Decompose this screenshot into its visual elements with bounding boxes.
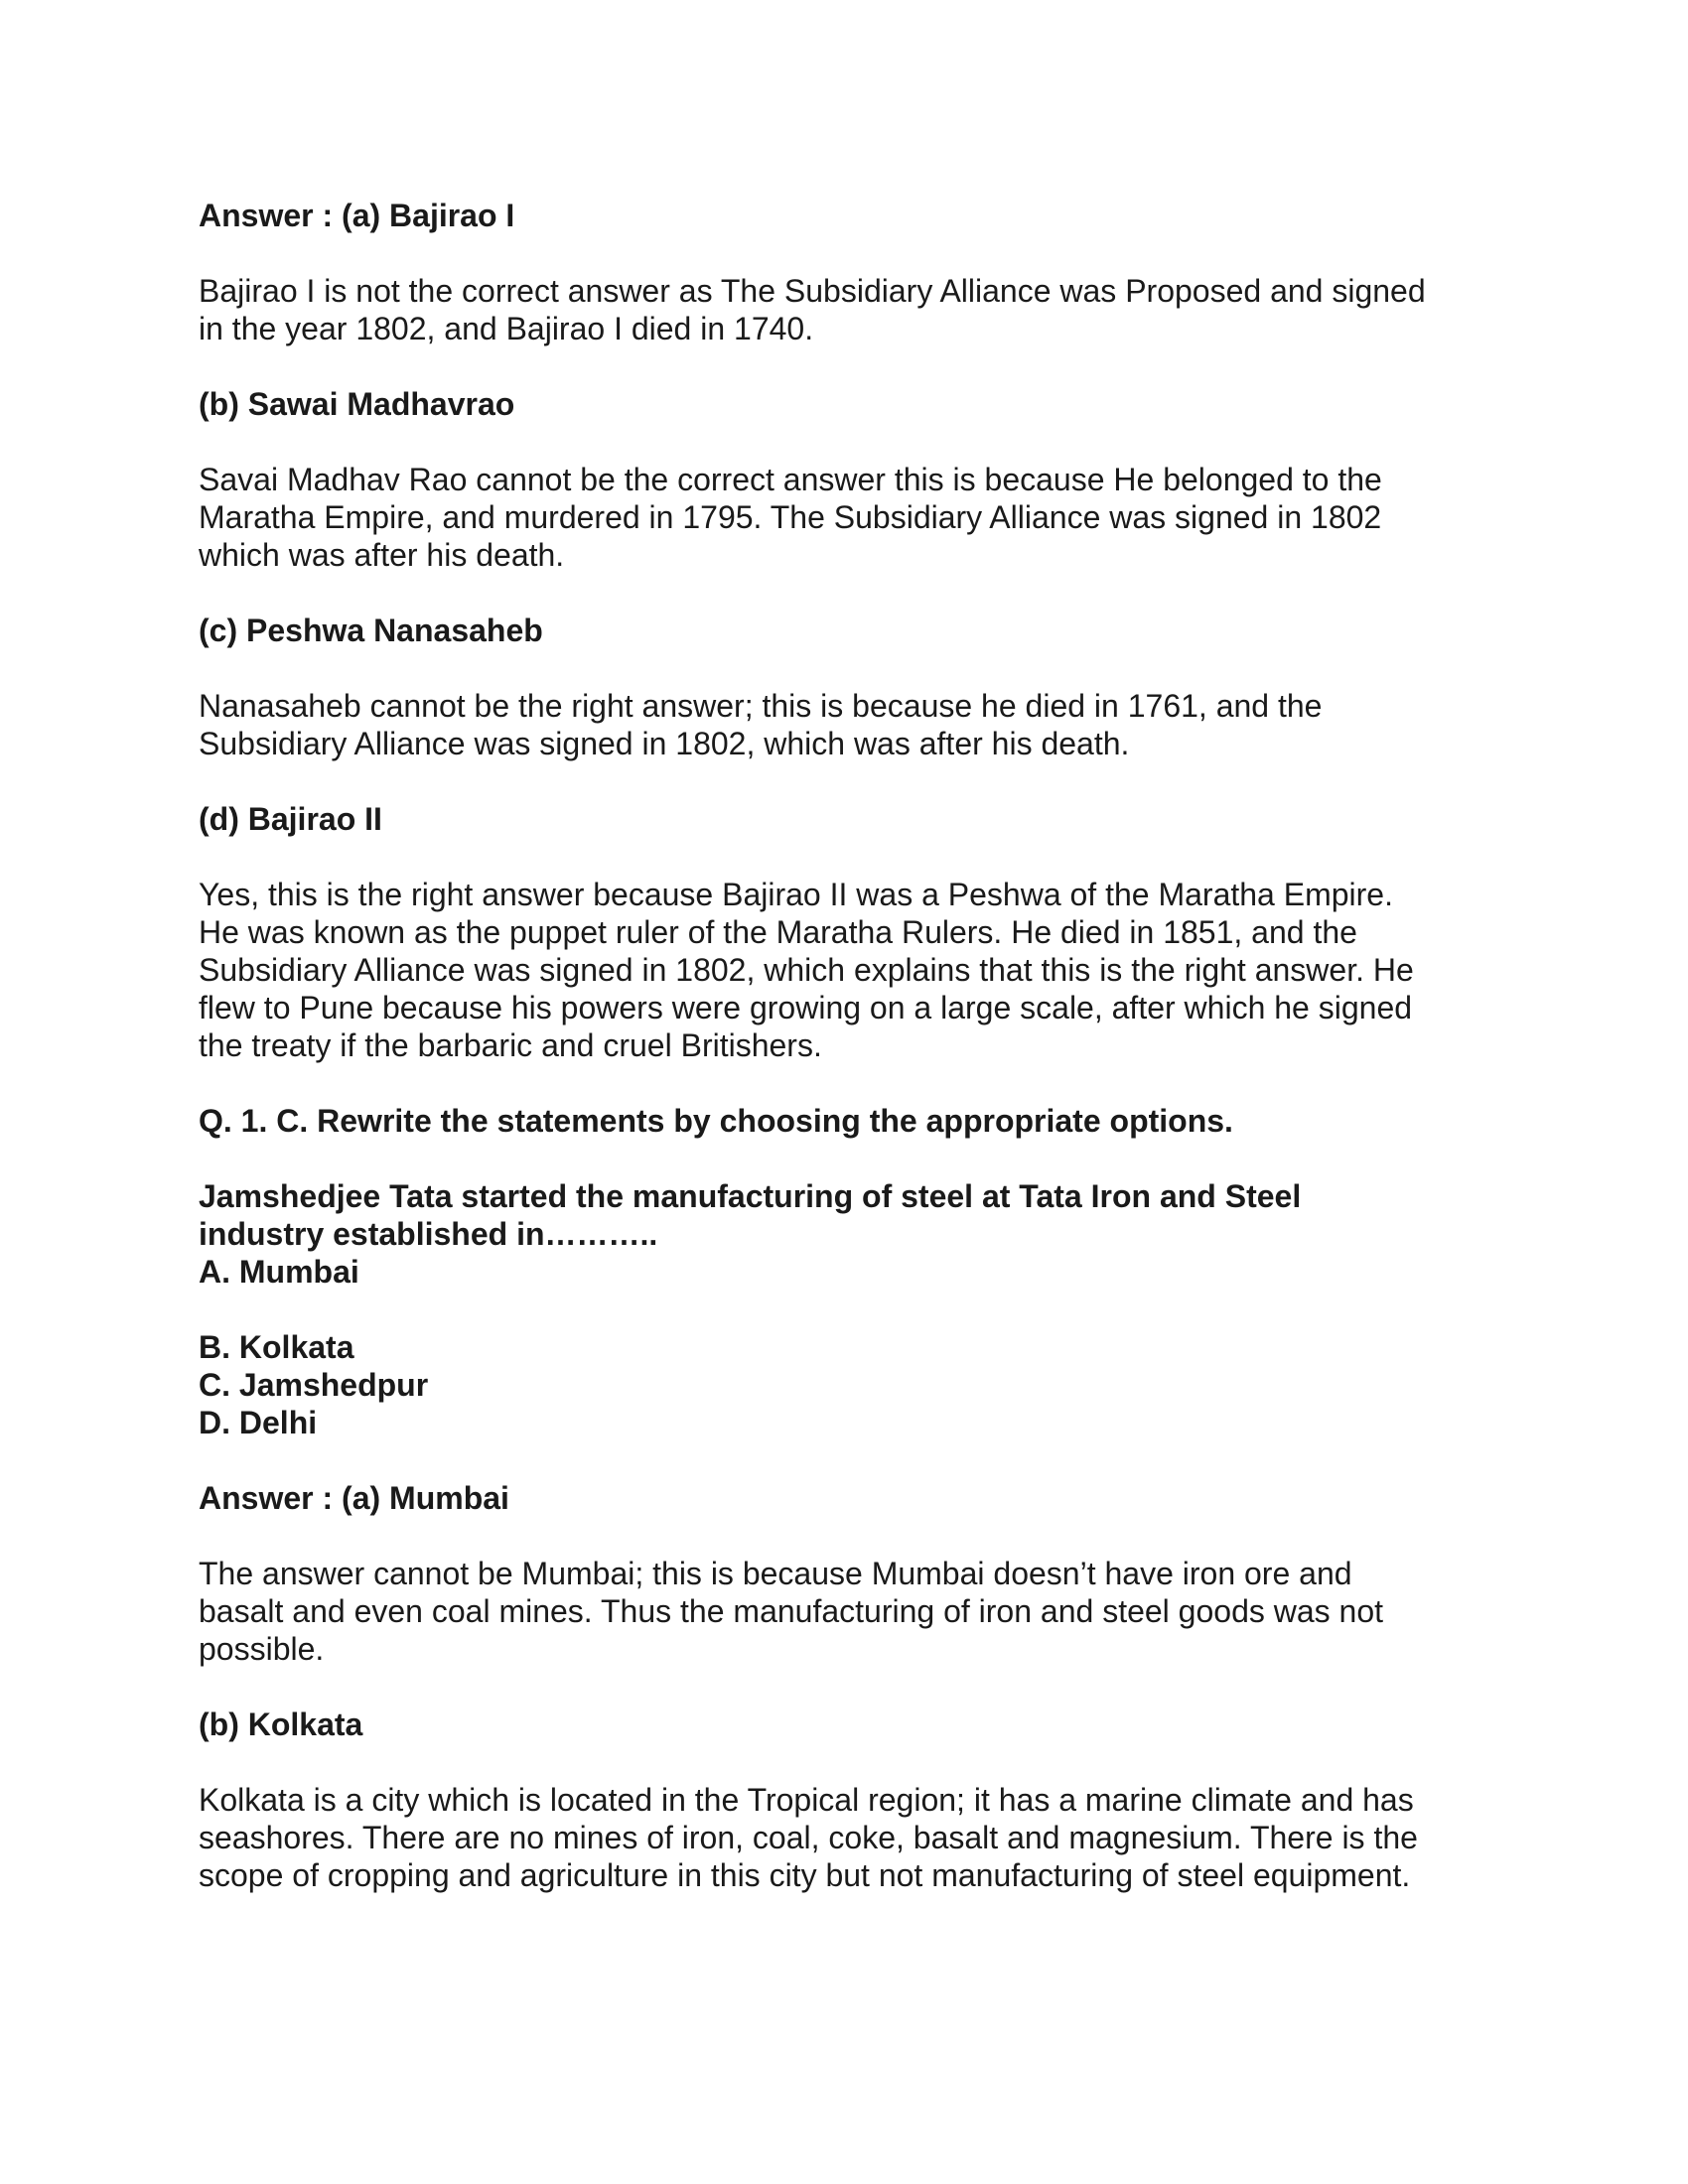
text-line: Bajirao I is not the correct answer as The Subsidiary Alliance was Proposed and signed [199,273,1426,309]
text-line: flew to Pune because his powers were growing on a large scale, after which he signed [199,990,1413,1025]
text-line: in the year 1802, and Bajirao I died in 1740. [199,311,814,346]
option-heading: (c) Peshwa Nanasaheb [199,613,543,648]
text-line: industry established in……….. [199,1216,658,1252]
question-option-c: C. Jamshedpur [199,1367,429,1403]
text-line: possible. [199,1631,325,1667]
option-d-section [199,800,1489,1064]
option-explanation [199,1781,1489,1894]
option-heading: (b) Kolkata [199,1706,363,1742]
question-options [199,1328,1489,1441]
text-line: Subsidiary Alliance was signed in 1802, which explains that this is the right answer. He [199,952,1414,988]
text-line: Maratha Empire, and murdered in 1795. The Subsidiary Alliance was signed in 1802 [199,499,1382,535]
answer-bajirao-i-section [199,197,1489,347]
answer-explanation [199,1555,1489,1668]
document-page [199,197,1489,1894]
option-b-section [199,385,1489,574]
option-explanation [199,876,1489,1064]
question-option-b: B. Kolkata [199,1329,354,1365]
text-line: Jamshedjee Tata started the manufacturing of steel at Tata Iron and Steel [199,1178,1302,1214]
answer-heading: Answer : (a) Mumbai [199,1480,509,1516]
answer-explanation [199,272,1489,347]
text-line: Subsidiary Alliance was signed in 1802, which was after his death. [199,726,1130,761]
text-line: Nanasaheb cannot be the right answer; this is because he died in 1761, and the [199,688,1323,724]
answer-heading: Answer : (a) Bajirao I [199,198,515,233]
answer-mumbai-section [199,1479,1489,1668]
text-line: Savai Madhav Rao cannot be the correct answer this is because He belonged to the [199,462,1382,497]
text-line: which was after his death. [199,537,565,573]
question-option-a: A. Mumbai [199,1254,359,1290]
option-explanation [199,687,1489,762]
question-option-d: D. Delhi [199,1405,318,1440]
text-line: The answer cannot be Mumbai; this is because Mumbai doesn’t have iron ore and [199,1556,1352,1591]
option-c-section [199,612,1489,762]
option-kolkata-section [199,1706,1489,1894]
question-section [199,1102,1489,1441]
text-line: scope of cropping and agriculture in this city but not manufacturing of steel equipment. [199,1857,1411,1893]
option-explanation [199,461,1489,574]
text-line: He was known as the puppet ruler of the Maratha Rulers. He died in 1851, and the [199,914,1357,950]
text-line: the treaty if the barbaric and cruel Britishers. [199,1027,822,1063]
question-statement [199,1177,1489,1291]
option-heading: (d) Bajirao II [199,801,382,837]
question-heading: Q. 1. C. Rewrite the statements by choosing the appropriate options. [199,1103,1233,1139]
option-heading: (b) Sawai Madhavrao [199,386,515,422]
text-line: Kolkata is a city which is located in the Tropical region; it has a marine climate and has [199,1782,1414,1818]
text-line: Yes, this is the right answer because Bajirao II was a Peshwa of the Maratha Empire. [199,877,1393,912]
text-line: basalt and even coal mines. Thus the manufacturing of iron and steel goods was not [199,1593,1384,1629]
text-line: seashores. There are no mines of iron, coal, coke, basalt and magnesium. There is the [199,1820,1418,1855]
